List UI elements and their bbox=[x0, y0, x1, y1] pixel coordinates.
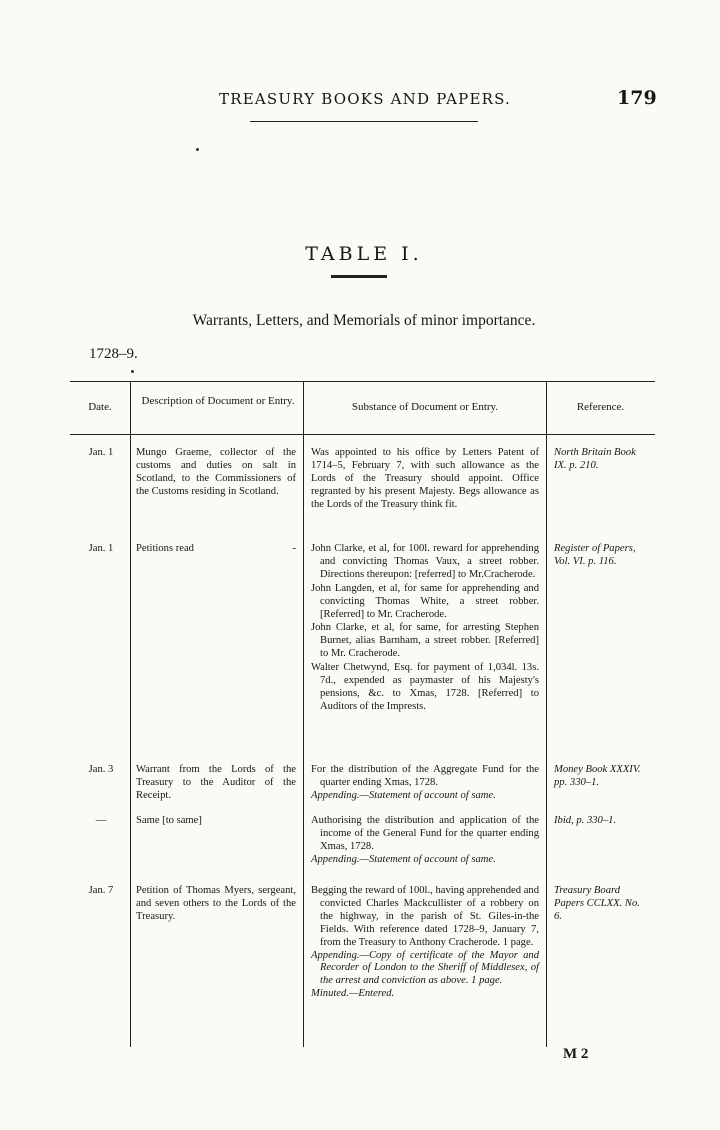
table-subtitle: Warrants, Letters, and Memorials of minor importance. bbox=[192, 312, 536, 329]
page-number: 179 bbox=[617, 87, 657, 109]
substance-paragraph: John Clarke, et al, for 100l. reward for apprehending and convicting Thomas Vaux, a street robber. Directions thereupon: [referred] to Mr.Cracherode. bbox=[311, 543, 539, 580]
substance-paragraph: Begging the reward of 100l., having apprehended and convicted Charles Mackcullister of a robbery on the highway, in the parish of St. Giles-in-the Fields. With reference dated 1728–9, January 7, from the Treasury to Anthony Cracherode. 1 page. bbox=[311, 885, 539, 948]
year-heading: 1728–9. bbox=[89, 346, 138, 362]
substance-paragraph: Appending.—Statement of account of same. bbox=[311, 789, 496, 801]
row-date: Jan. 1 bbox=[88, 447, 114, 458]
ink-speck bbox=[131, 370, 134, 373]
ink-speck bbox=[196, 148, 199, 151]
row-substance bbox=[311, 764, 539, 803]
substance-paragraph: Was appointed to his office by Letters Patent of 1714–5, February 7, with such allowance as the Lords of the Treasury should appoint. Office regranted by his present Majesty. Begs allowance as the Lords of the Treasury think fit. bbox=[311, 447, 539, 510]
head-rule bbox=[250, 121, 478, 122]
row-description: Warrant from the Lords of the Treasury to the Auditor of the Receipt. bbox=[136, 764, 296, 801]
row-reference: Money Book XXXIV. pp. 330–1. bbox=[554, 764, 641, 788]
row-reference: Treasury Board Papers CCLXX. No. 6. bbox=[554, 885, 640, 922]
row-reference: Register of Papers, Vol. VI. p. 116. bbox=[554, 543, 636, 567]
title-rule bbox=[331, 275, 387, 278]
running-head: TREASURY BOOKS AND PAPERS. bbox=[219, 90, 511, 108]
row-date: Jan. 3 bbox=[88, 764, 114, 775]
column-header-date: Date. bbox=[88, 401, 112, 413]
column-header-substance: Substance of Document or Entry. bbox=[351, 401, 499, 413]
row-substance bbox=[311, 447, 539, 512]
description-trail: - bbox=[292, 543, 296, 554]
row-reference: Ibid, p. 330–1. bbox=[554, 815, 617, 826]
table-title: TABLE I. bbox=[305, 243, 423, 265]
column-header-reference: Reference. bbox=[576, 401, 625, 413]
substance-paragraph: Appending.—Copy of certificate of the Mayor and Recorder of London to the Sheriff of Middlesex, of the arrest and conviction as above. 1 page. bbox=[311, 949, 539, 987]
row-substance bbox=[311, 815, 539, 867]
row-substance bbox=[311, 885, 539, 1001]
column-divider bbox=[546, 381, 547, 1047]
column-divider bbox=[303, 381, 304, 1047]
column-header-description: Description of Document or Entry. bbox=[141, 395, 295, 407]
row-description bbox=[136, 543, 296, 556]
row-description: Same [to same] bbox=[136, 815, 202, 826]
description-text: Petitions read bbox=[136, 543, 194, 554]
row-reference: North Britain Book IX. p. 210. bbox=[554, 447, 636, 471]
table-header-rule bbox=[70, 434, 655, 435]
row-date: — bbox=[95, 815, 107, 826]
row-description: Petition of Thomas Myers, sergeant, and seven others to the Lords of the Treasury. bbox=[136, 885, 296, 922]
column-divider bbox=[130, 381, 131, 1047]
substance-paragraph: Appending.—Statement of account of same. bbox=[311, 853, 496, 865]
substance-paragraph: John Clarke, et al, for same, for arresting Stephen Burnet, alias Barnham, a street robber. [Referred] to Mr. Cracherode. bbox=[311, 622, 539, 660]
substance-paragraph: John Langden, et al, for same for apprehending and convicting Thomas White, a street robber. [Referred] to Mr. Cracherode. bbox=[311, 582, 539, 620]
row-date: Jan. 1 bbox=[88, 543, 114, 554]
substance-paragraph: Minuted.—Entered. bbox=[311, 988, 395, 1000]
row-description: Mungo Graeme, collector of the customs and duties on salt in Scotland, to the Commissioners of the Customs residing in Scotland. bbox=[136, 447, 296, 497]
row-date: Jan. 7 bbox=[88, 885, 114, 896]
table-top-rule bbox=[70, 381, 655, 382]
substance-paragraph: Walter Chetwynd, Esq. for payment of 1,034l. 13s. 7d., expended as paymaster of his Majesty's pensions, &c. to Xmas, 1728. [Referred] to Auditors of the Imprests. bbox=[311, 662, 539, 712]
substance-paragraph: For the distribution of the Aggregate Fund for the quarter ending Xmas, 1728. bbox=[311, 764, 539, 788]
signature-mark: M 2 bbox=[563, 1046, 589, 1062]
substance-paragraph: Authorising the distribution and application of the income of the General Fund for the quarter ending Xmas, 1728. bbox=[311, 815, 539, 852]
row-substance bbox=[311, 543, 539, 714]
